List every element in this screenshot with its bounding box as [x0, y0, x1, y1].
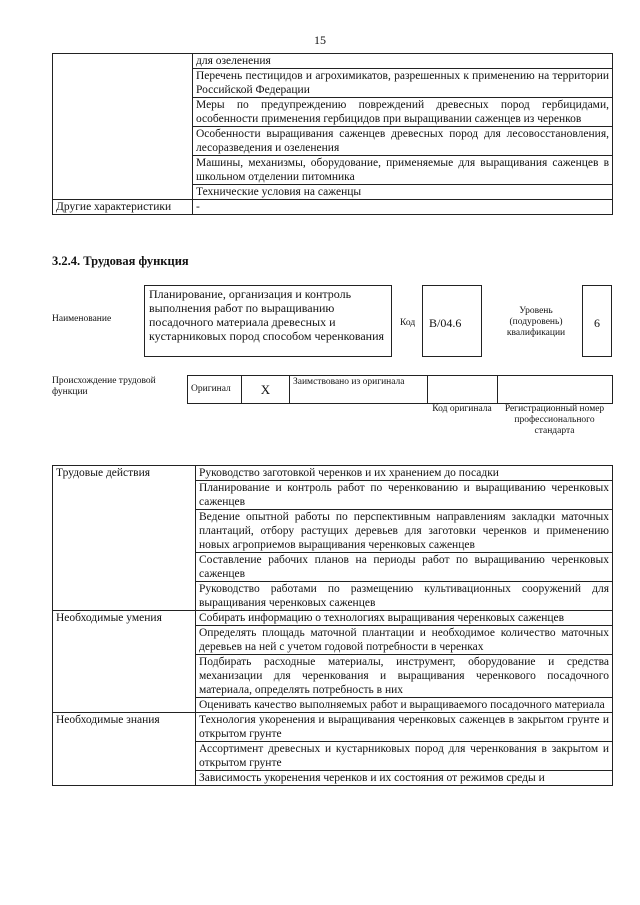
name-label: Наименование	[52, 314, 112, 324]
page-number: 15	[314, 33, 326, 47]
table-cell: Собирать информацию о технологиях выращивания черенковых саженцев	[196, 611, 613, 626]
borrowed-label: Заимствовано из оригинала	[290, 376, 428, 404]
table-cell: -	[193, 200, 613, 215]
original-label: Оригинал	[188, 376, 242, 404]
table-cell: Определять площадь маточной плантации и необходимое количество маточных деревьев на ней с учетом годовой потребности в черенках	[196, 626, 613, 655]
group-title: Необходимые умения	[53, 611, 196, 713]
table-cell: Технические условия на саженцы	[193, 185, 613, 200]
table-cell: Перечень пестицидов и агрохимикатов, разрешенных к применению на территории Российской Федерации	[193, 69, 613, 98]
table-cell: Ведение опытной работы по перспективным направлениям закладки маточных плантаций, отбору растущих деревьев для заготовки черенков и применению новых агроприемов выращивания черенковых саженцев	[196, 510, 613, 553]
group-title: Необходимые знания	[53, 713, 196, 786]
level-label: Уровень (подуровень) квалификации	[506, 306, 566, 338]
table-cell: Особенности выращивания саженцев древесных пород для лесовосстановления, лесоразведения и озеленения	[193, 127, 613, 156]
origin-label: Происхождение трудовой функции	[52, 376, 156, 397]
table-cell: Планирование и контроль работ по черенкованию и выращиванию черенковых саженцев	[196, 481, 613, 510]
table-row	[53, 200, 613, 215]
code-original-cell	[428, 376, 498, 404]
code-original-caption: Код оригинала	[432, 404, 492, 414]
section-title: 3.2.4. Трудовая функция	[52, 254, 189, 268]
table-row	[188, 376, 613, 404]
table-row	[53, 466, 613, 481]
table-cell: Ассортимент древесных и кустарниковых пород для черенкования в закрытом и открытом грунте	[196, 742, 613, 771]
labor-function-table	[52, 465, 613, 786]
code-value: B/04.6	[429, 316, 462, 330]
table-cell: Меры по предупреждению повреждений древесных пород гербицидами, особенности применения гербицидов при выращивании саженцев из черенков	[193, 98, 613, 127]
characteristics-table	[52, 53, 613, 215]
table-cell: Руководство заготовкой черенков и их хранением до посадки	[196, 466, 613, 481]
function-name-box	[144, 285, 392, 357]
table-cell: Машины, механизмы, оборудование, применяемые для выращивания саженцев в школьном отделении питомника	[193, 156, 613, 185]
table-cell: Оценивать качество выполняемых работ и выращиваемого посадочного материала	[196, 698, 613, 713]
table-cell: Зависимость укоренения черенков и их состояния от режимов среды и	[196, 771, 613, 786]
table-cell: Подбирать расходные материалы, инструмент, оборудование и средства механизации для черенкования и выращивания черенкового посадочного материала, определять потребность в них	[196, 655, 613, 698]
table-cell-label: Другие характеристики	[53, 200, 193, 215]
level-box	[582, 285, 612, 357]
table-row	[53, 54, 613, 69]
reg-number-cell	[498, 376, 613, 404]
table-cell-empty	[53, 54, 193, 200]
code-box	[422, 285, 482, 357]
group-title: Трудовые действия	[53, 466, 196, 611]
code-label: Код	[400, 318, 416, 328]
table-cell: для озеленения	[193, 54, 613, 69]
level-value: 6	[594, 316, 600, 330]
origin-table	[187, 375, 613, 404]
table-cell: Технология укоренения и выращивания черенковых саженцев в закрытом грунте и открытом грунте	[196, 713, 613, 742]
function-name-value: Планирование, организация и контроль выполнения работ по выращиванию посадочного материала древесных и кустарниковых пород способом черенкования	[149, 287, 385, 343]
original-mark: X	[242, 376, 290, 404]
table-row	[53, 611, 613, 626]
table-row	[53, 713, 613, 742]
table-cell: Составление рабочих планов на периоды работ по выращиванию черенковых саженцев	[196, 553, 613, 582]
reg-number-caption: Регистрационный номер профессионального стандарта	[504, 404, 605, 436]
table-cell: Руководство работами по размещению культивационных сооружений для выращивания черенковых саженцев	[196, 582, 613, 611]
